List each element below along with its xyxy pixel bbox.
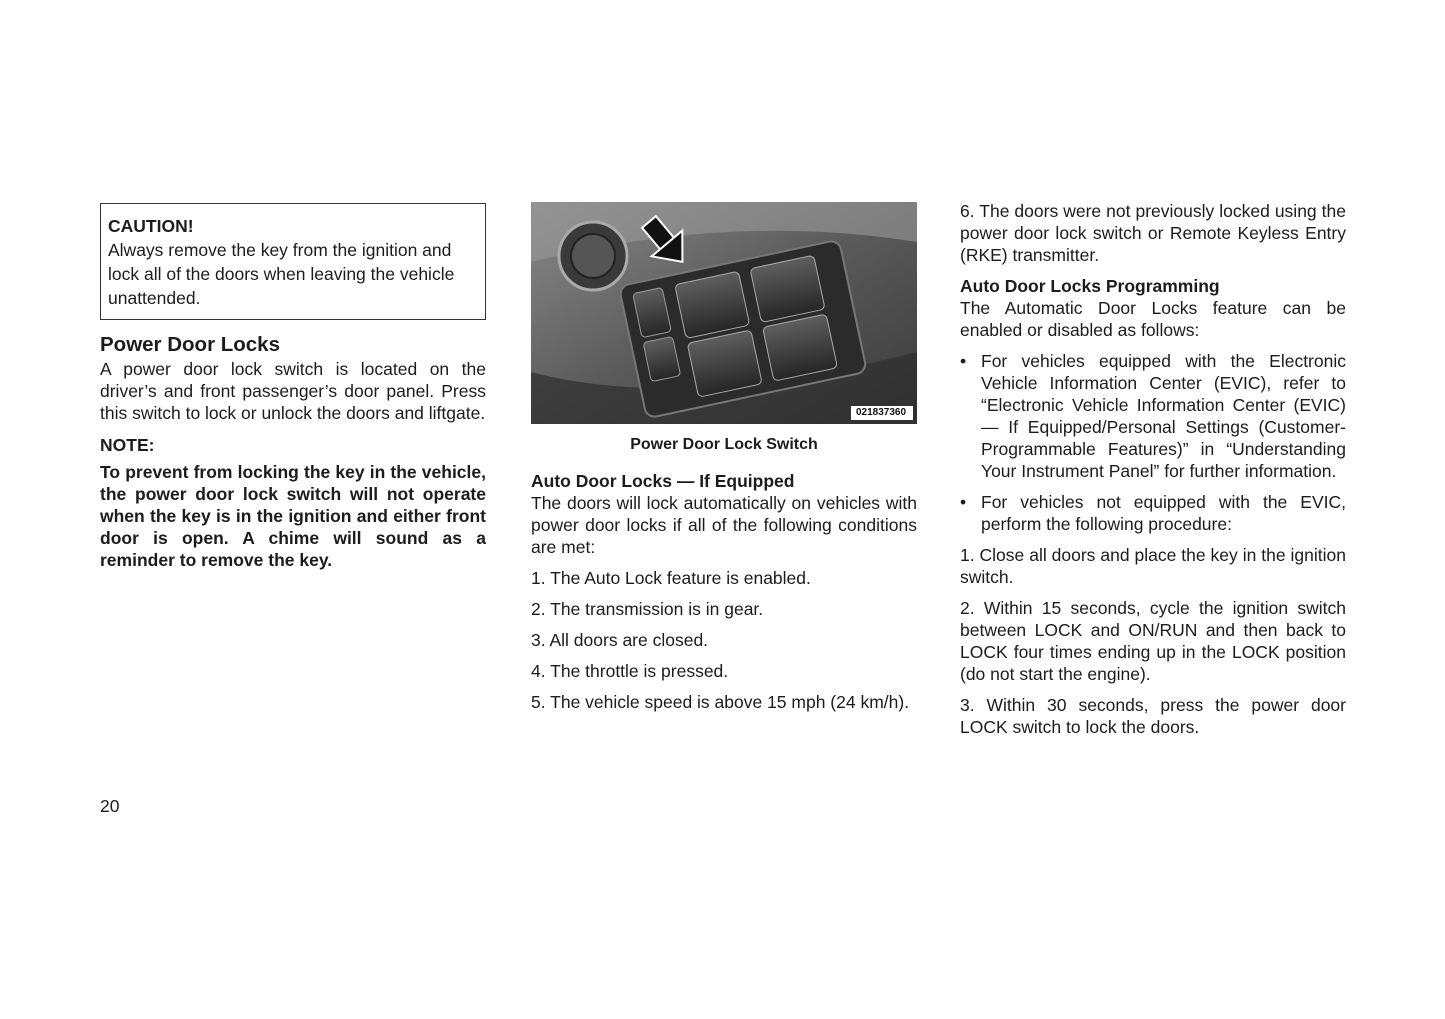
bullet-text: For vehicles not equipped with the EVIC, perform the following procedure:: [981, 492, 1346, 534]
figure-label: 021837360: [855, 407, 907, 418]
bullet-text: For vehicles equipped with the Electronic Vehicle Information Center (EVIC), refer to “Electronic Vehicle Information Center (EVIC) — If Equipped/Personal Settings (Customer-Programmable Features)” in “Understanding Your Instrument Panel” for further information.: [981, 351, 1346, 481]
condition-item: 2. The transmission is in gear.: [531, 599, 764, 619]
column-left: [100, 200, 486, 571]
bullet-icon: •: [960, 492, 967, 512]
note-title: NOTE:: [100, 435, 155, 455]
caution-box: [100, 203, 486, 320]
column-middle: [531, 200, 917, 722]
section-title-programming: Auto Door Locks Programming: [960, 276, 1220, 296]
bullet-item: [960, 491, 1346, 535]
procedure-step: 2. Within 15 seconds, cycle the ignition switch between LOCK and ON/RUN and then back to LOCK four times ending up in the LOCK position (do not start the engine).: [960, 598, 1346, 684]
door-panel-illustration: [531, 202, 917, 424]
condition-item: 5. The vehicle speed is above 15 mph (24 km/h).: [531, 692, 910, 712]
bullet-item: [960, 350, 1346, 482]
caution-text: Always remove the key from the ignition and lock all of the doors when leaving the vehicle unattended.: [108, 240, 455, 308]
procedure-step: 1. Close all doors and place the key in the ignition switch.: [960, 545, 1346, 587]
condition-item: 3. All doors are closed.: [531, 630, 709, 650]
bullet-icon: •: [960, 351, 967, 371]
note-body: To prevent from locking the key in the vehicle, the power door lock switch will not operate when the key is in the ignition and either front door is open. A chime will sound as a reminder to remove the key.: [100, 462, 486, 570]
procedure-step: 3. Within 30 seconds, press the power door LOCK switch to lock the doors.: [960, 695, 1346, 737]
column-right: [960, 200, 1346, 747]
section-title-power-door-locks: Power Door Locks: [100, 333, 280, 356]
condition-item: 6. The doors were not previously locked using the power door lock switch or Remote Keyless Entry (RKE) transmitter.: [960, 201, 1346, 265]
auto-door-locks-body: The doors will lock automatically on vehicles with power door locks if all of the following conditions are met:: [531, 493, 917, 557]
door-lock-switch-photo: [531, 202, 917, 424]
power-door-locks-body: A power door lock switch is located on the driver’s and front passenger’s door panel. Press this switch to lock or unlock the doors and liftgate.: [100, 359, 486, 423]
programming-body: The Automatic Door Locks feature can be enabled or disabled as follows:: [960, 298, 1346, 340]
page-number: 20: [100, 796, 120, 816]
condition-item: 1. The Auto Lock feature is enabled.: [531, 568, 811, 588]
figure-caption: Power Door Lock Switch: [630, 436, 818, 453]
section-title-auto-door-locks: Auto Door Locks — If Equipped: [531, 471, 795, 491]
caution-title: CAUTION!: [108, 216, 194, 236]
condition-item: 4. The throttle is pressed.: [531, 661, 729, 681]
